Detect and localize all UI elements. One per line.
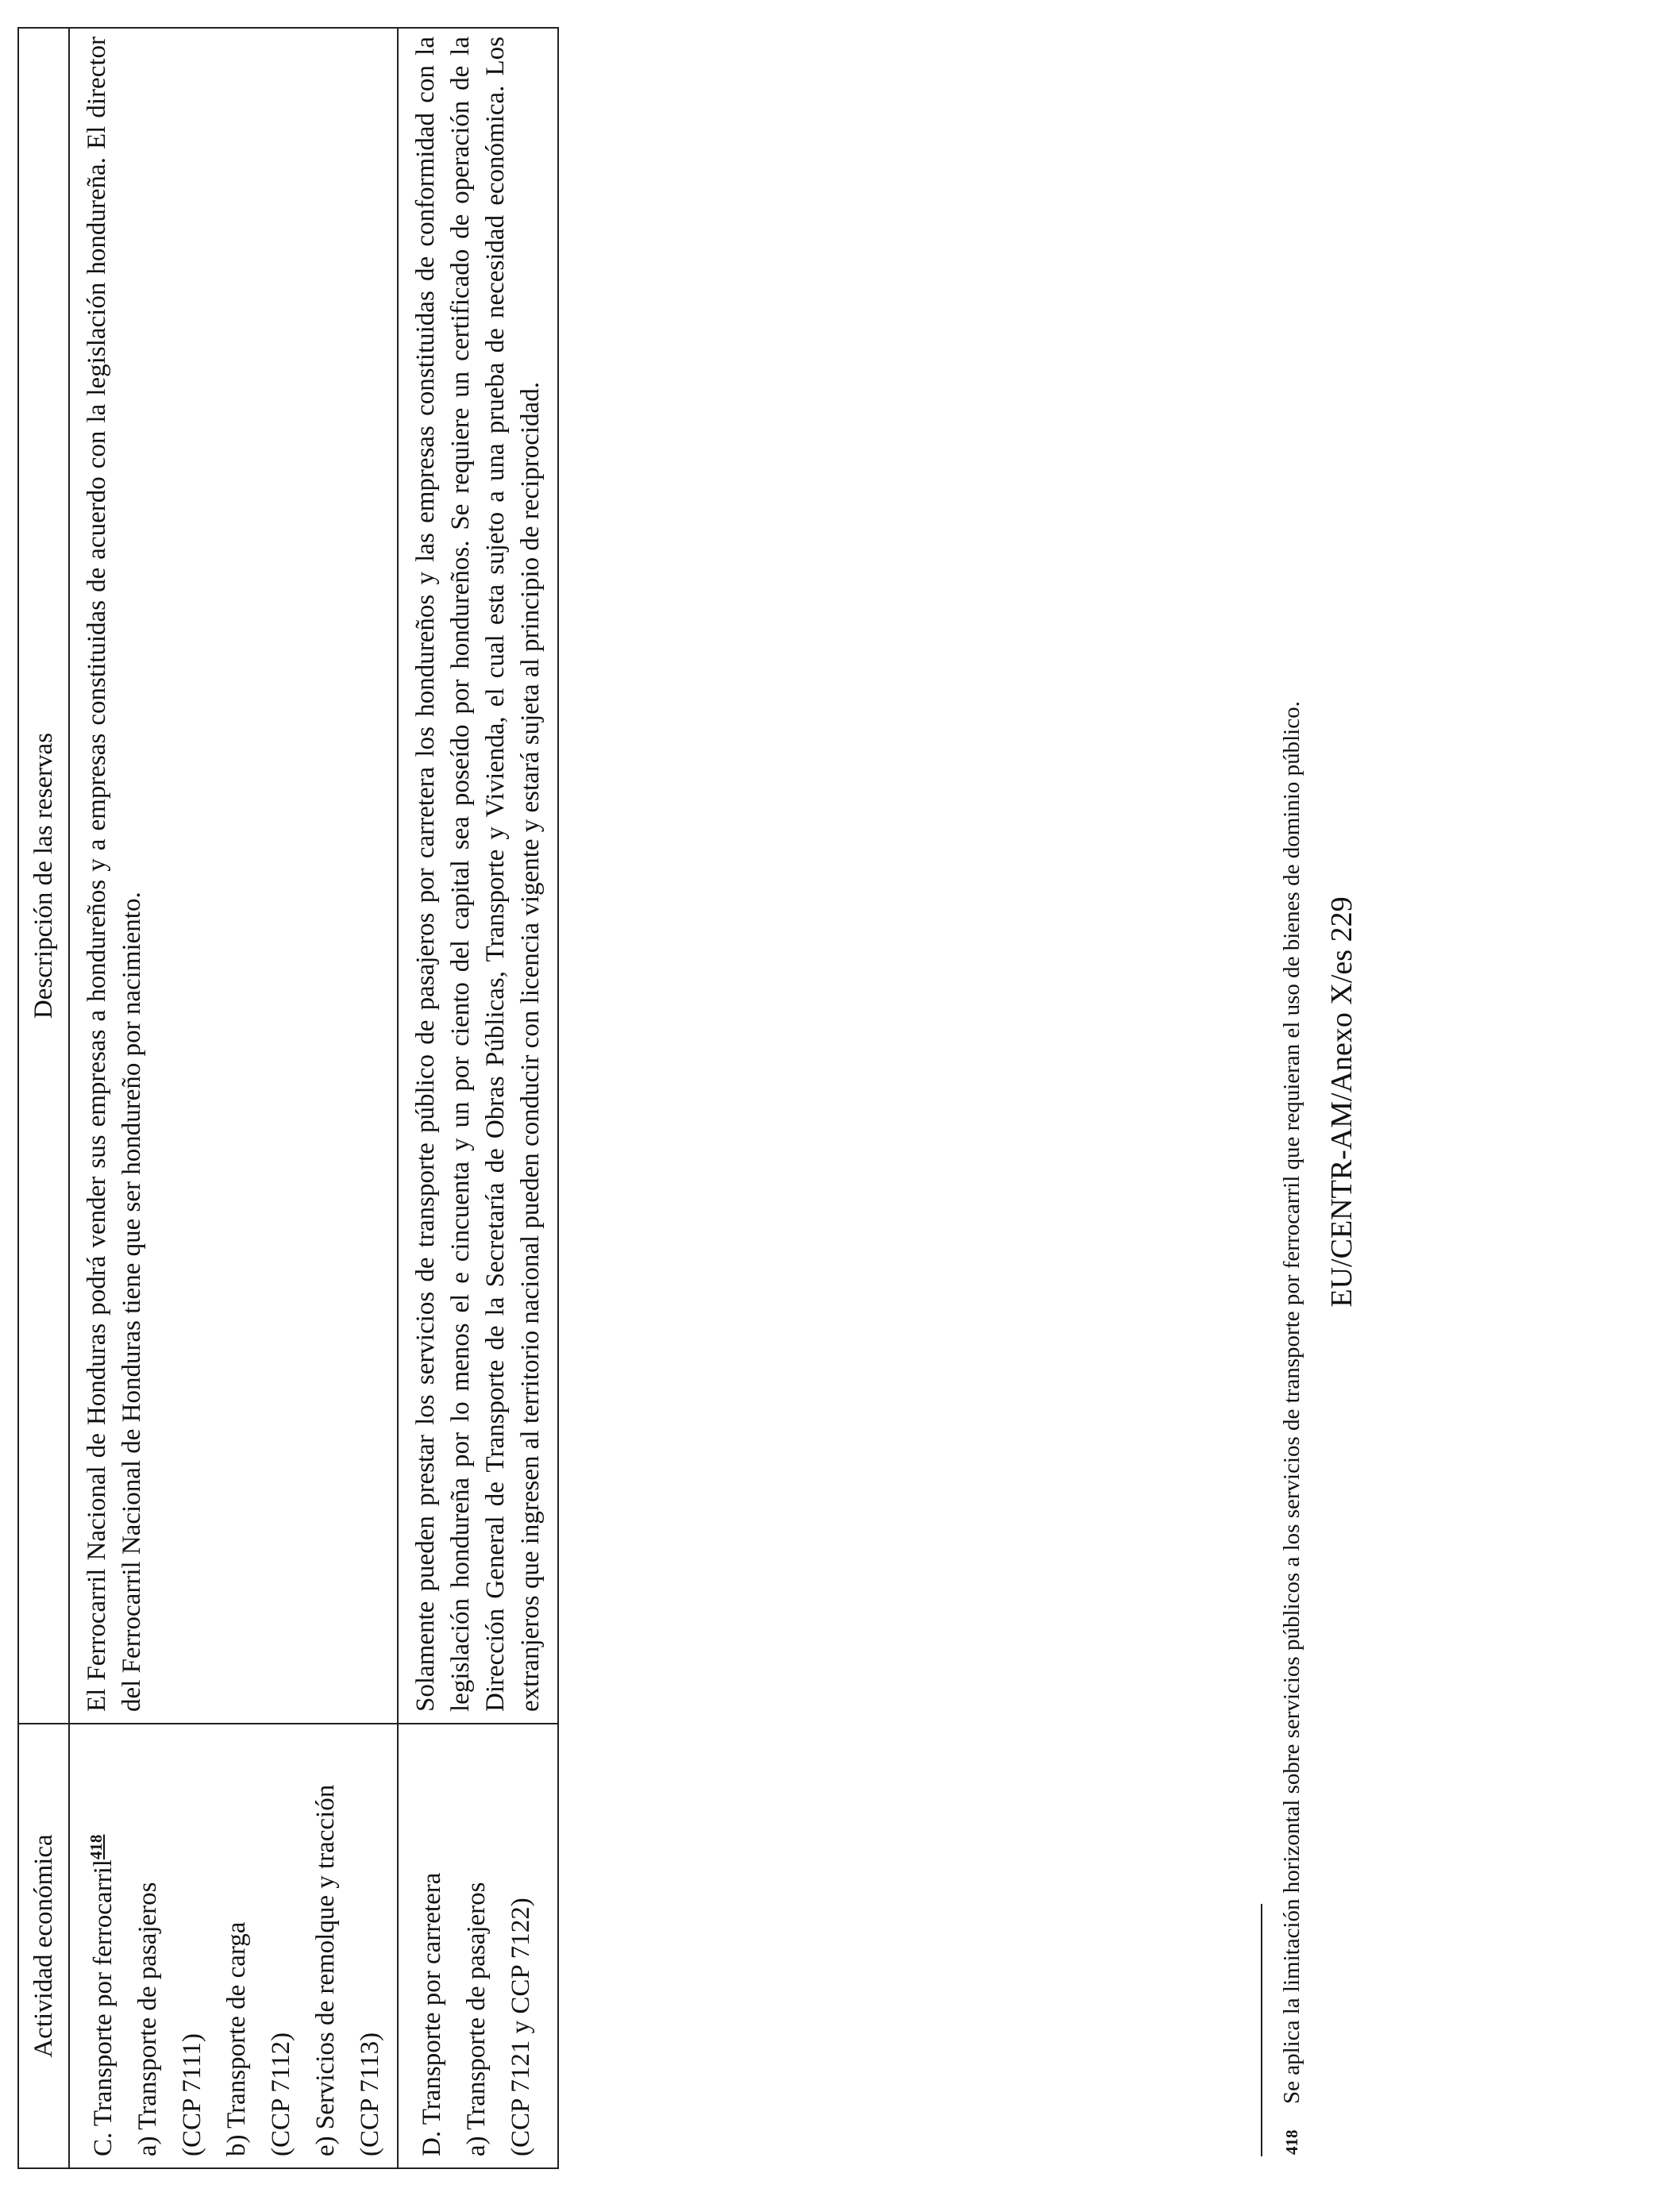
activity-line: a) Transporte de pasajeros bbox=[133, 1882, 162, 2156]
header-activity: Actividad económica bbox=[18, 1724, 69, 2168]
activity-line: b) Transporte de carga bbox=[222, 1921, 251, 2156]
activity-line: (CCP 7112) bbox=[267, 2032, 295, 2156]
reservations-table bbox=[17, 27, 559, 2169]
footnote-ref-link[interactable]: 418 bbox=[87, 1834, 106, 1860]
activity-cell-rail bbox=[69, 1724, 398, 2168]
table-row-road bbox=[398, 28, 558, 2168]
footnote-separator bbox=[1261, 1904, 1262, 2156]
activity-line: (CCP 7111) bbox=[178, 2033, 206, 2156]
activity-line: a) Transporte de pasajeros bbox=[462, 1882, 491, 2156]
activity-title-rail bbox=[81, 1731, 125, 2156]
activity-title-road: D. Transporte por carretera bbox=[418, 1872, 446, 2156]
table-row-rail bbox=[69, 28, 398, 2168]
table-header-row bbox=[18, 28, 69, 2168]
header-description: Descripción de las reservas bbox=[18, 28, 69, 1724]
document-reference: EU/CENTR-AM/Anexo X/es 229 bbox=[1325, 896, 1358, 1308]
activity-title-text: C. Transporte por ferrocarril bbox=[89, 1859, 118, 2156]
activity-cell-road bbox=[398, 1724, 558, 2168]
footnote-number: 418 bbox=[1282, 2129, 1301, 2155]
activity-line: (CCP 7121 y CCP 7122) bbox=[507, 1898, 535, 2156]
activity-line: (CCP 7113) bbox=[356, 2032, 384, 2156]
activity-line: e) Servicios de remolque y tracción bbox=[311, 1784, 340, 2156]
description-cell-rail: El Ferrocarril Nacional de Honduras podrá vender sus empresas a hondureños y a empresas constituidas de acuerdo con la legislación hondureña. El director del Ferrocarril Nacional de Honduras tiene que ser hondureño por nacimiento. bbox=[69, 28, 398, 1724]
footnote-text: Se aplica la limitación horizontal sobre servicios públicos a los servicios de transporte por ferrocarril que requieran el uso de bienes de dominio público. bbox=[1279, 701, 1304, 2104]
description-cell-road: Solamente pueden prestar los servicios de transporte público de pasajeros por carretera los hondureños y las empresas constituidas de conformidad con la legislación hondureña por lo menos el e cincuenta y un por ciento del capital sea poseído por hondureños. Se requiere un certificado de operación de la Dirección General de Transporte de la Secretaría de Obras Públicas, Transporte y Vivienda, el cual esta sujeto a una prueba de necesidad económica. Los extranjeros que ingresen al territorio nacional pueden conducir con licencia vigente y estará sujeta al principio de reciprocidad. bbox=[398, 28, 558, 1724]
